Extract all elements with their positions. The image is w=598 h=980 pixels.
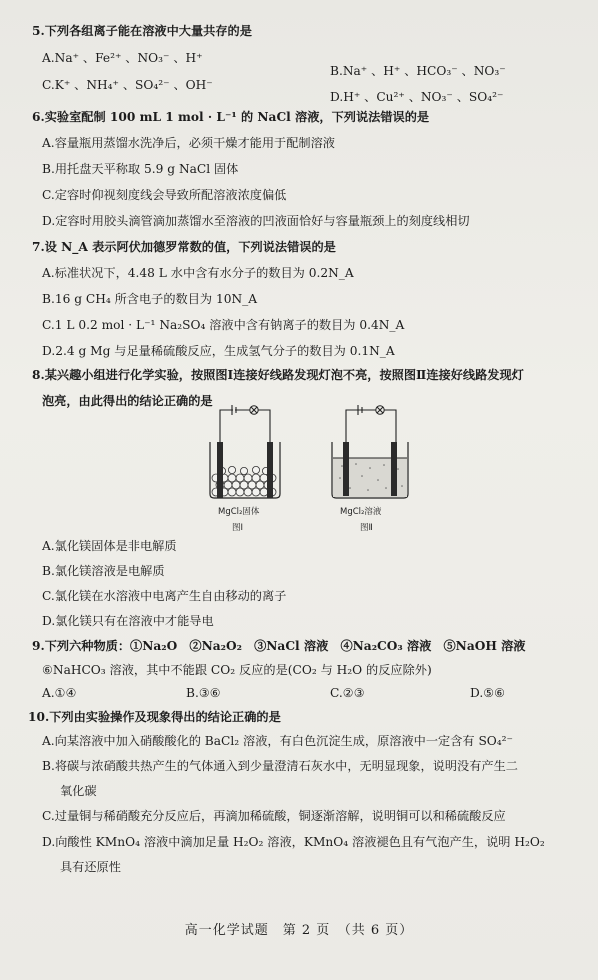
fig1-lamp-icon [250,406,258,414]
fig2-label: MgCl₂溶液 [340,507,382,517]
q5-option-b: B.Na⁺ 、H⁺ 、HCO₃⁻ 、NO₃⁻ [330,64,506,78]
q9-option-a: A.①④ [42,686,77,700]
q10-option-b-line2: 氧化碳 [60,784,97,798]
q9-stem-line2: ⑥NaHCO₃ 溶液，其中不能跟 CO₂ 反应的是(CO₂ 与 H₂O 的反应除外) [42,663,432,677]
q5-stem: 5.下列各组离子能在溶液中大量共存的是 [32,24,252,38]
q8-option-a: A.氯化镁固体是非电解质 [42,539,177,553]
q10-stem: 10.下列由实验操作及现象得出的结论正确的是 [28,710,281,724]
fig2-wire [346,410,396,450]
fig1-electrode-left [217,442,223,498]
q6-stem: 6.实验室配制 100 mL 1 mol · L⁻¹ 的 NaCl 溶液，下列说法错误的是 [32,110,430,124]
q9-option-d: D.⑤⑥ [470,686,506,700]
q6-option-d: D.定容时用胶头滴管滴加蒸馏水至溶液的凹液面恰好与容量瓶颈上的刻度线相切 [42,214,470,228]
q8-option-c: C.氯化镁在水溶液中电离产生自由移动的离子 [42,589,287,603]
q9-stem-line1: 9.下列六种物质：①Na₂O ②Na₂O₂ ③NaCl 溶液 ④Na₂CO₃ 溶液 ⑤NaOH 溶液 [32,639,526,653]
fig2-electrode-right [391,442,397,496]
q5-option-c: C.K⁺ 、NH₄⁺ 、SO₄²⁻ 、OH⁻ [42,78,213,92]
fig2-electrode-left [343,442,349,496]
q10-option-b-line1: B.将碳与浓硝酸共热产生的气体通入到少量澄清石灰水中，无明显现象，说明没有产生二 [42,759,518,773]
q9-option-c: C.②③ [330,686,365,700]
q7-option-a: A.标准状况下，4.48 L 水中含有水分子的数目为 0.2N_A [42,266,354,280]
q7-option-b: B.16 g CH₄ 所含电子的数目为 10N_A [42,292,258,306]
q6-option-a: A.容量瓶用蒸馏水洗净后，必须干燥才能用于配制溶液 [42,136,335,150]
q8-option-b: B.氯化镁溶液是电解质 [42,564,165,578]
q8-option-d: D.氯化镁只有在溶液中才能导电 [42,614,214,628]
q9-option-b: B.③⑥ [186,686,221,700]
q10-option-d-line2: 具有还原性 [60,860,121,874]
fig1-caption: 图Ⅰ [232,523,244,533]
q7-stem: 7.设 N_A 表示阿伏加德罗常数的值，下列说法错误的是 [32,240,336,254]
fig1-electrode-right [267,442,273,498]
q8-stem-line1: 8.某兴趣小组进行化学实验，按照图Ⅰ连接好线路发现灯泡不亮，按照图Ⅱ连接好线路发现灯 [32,368,524,382]
q6-option-b: B.用托盘天平称取 5.9 g NaCl 固体 [42,162,239,176]
fig1-label: MgCl₂固体 [218,507,260,517]
figure-1-circuit [196,402,292,538]
q5-option-a: A.Na⁺ 、Fe²⁺ 、NO₃⁻ 、H⁺ [42,51,203,65]
q10-option-c: C.过量铜与稀硝酸充分反应后，再滴加稀硫酸，铜逐渐溶解，说明铜可以和稀硫酸反应 [42,809,506,823]
fig2-lamp-icon [376,406,384,414]
figure-2-circuit [322,402,418,538]
q8-stem-line2: 泡亮，由此得出的结论正确的是 [42,394,213,408]
q6-option-c: C.定容时仰视刻度线会导致所配溶液浓度偏低 [42,188,287,202]
q7-option-d: D.2.4 g Mg 与足量稀硫酸反应，生成氢气分子的数目为 0.1N_A [42,344,395,358]
page-footer: 高一化学试题 第 2 页 （共 6 页） [184,923,414,938]
q5-option-d: D.H⁺ 、Cu²⁺ 、NO₃⁻ 、SO₄²⁻ [330,90,504,104]
q10-option-d-line1: D.向酸性 KMnO₄ 溶液中滴加足量 H₂O₂ 溶液，KMnO₄ 溶液褪色且有气泡产生，说明 H₂O₂ [42,835,545,849]
q7-option-c: C.1 L 0.2 mol · L⁻¹ Na₂SO₄ 溶液中含有钠离子的数目为 0.4N_A [42,318,405,332]
q10-option-a: A.向某溶液中加入硝酸酸化的 BaCl₂ 溶液，有白色沉淀生成，原溶液中一定含有 SO₄²⁻ [42,734,513,748]
fig2-caption: 图Ⅱ [360,523,373,533]
fig1-wire [220,410,270,450]
